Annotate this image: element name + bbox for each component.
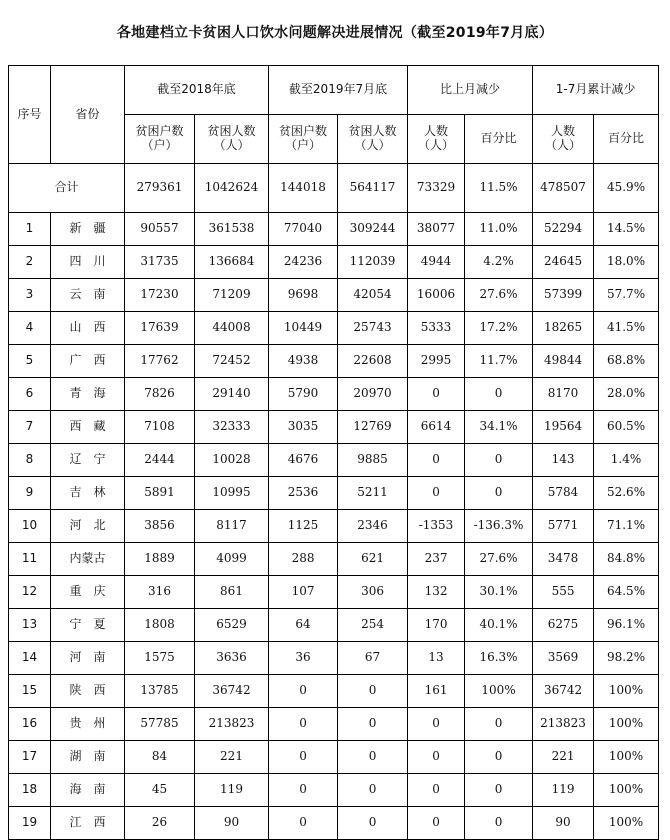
cell-h2019: 0: [269, 807, 338, 840]
header-group-2018: 截至2018年底: [125, 66, 269, 115]
cell-ytd-percent: 14.5%: [594, 213, 659, 246]
cell-h2019: 0: [269, 774, 338, 807]
cell-mom-count: -1353: [408, 510, 465, 543]
cell-mom-percent: 27.6%: [465, 543, 533, 576]
header-households-2019: 贫困户数 （户）: [269, 115, 338, 164]
cell-p2019: 67: [338, 642, 408, 675]
cell-p2019: 20970: [338, 378, 408, 411]
cell-seq: 6: [9, 378, 51, 411]
cell-province: 青海: [51, 378, 125, 411]
cell-h2018: 316: [125, 576, 195, 609]
cell-ytd-count: 6275: [533, 609, 594, 642]
cell-mom-percent: -136.3%: [465, 510, 533, 543]
cell-ytd-percent: 64.5%: [594, 576, 659, 609]
cell-p2018: 119: [195, 774, 269, 807]
cell-seq: 14: [9, 642, 51, 675]
cell-mom-percent: 4.2%: [465, 246, 533, 279]
cell-p2018: 136684: [195, 246, 269, 279]
cell-p2019: 0: [338, 708, 408, 741]
cell-h2018: 3856: [125, 510, 195, 543]
cell-seq: 4: [9, 312, 51, 345]
cell-mom-percent: 100%: [465, 675, 533, 708]
cell-mom-count: 0: [408, 774, 465, 807]
cell-province: 广西: [51, 345, 125, 378]
cell-ytd-count: 221: [533, 741, 594, 774]
cell-mom-percent: 30.1%: [465, 576, 533, 609]
cell-mom-count: 6614: [408, 411, 465, 444]
cell-ytd-percent: 60.5%: [594, 411, 659, 444]
cell-p2018: 3636: [195, 642, 269, 675]
cell-h2018: 31735: [125, 246, 195, 279]
cell-ytd-count: 24645: [533, 246, 594, 279]
cell-ytd-count: 3478: [533, 543, 594, 576]
cell-province: 吉林: [51, 477, 125, 510]
total-p2019: 564117: [338, 164, 408, 213]
cell-ytd-percent: 100%: [594, 708, 659, 741]
cell-province: 宁夏: [51, 609, 125, 642]
cell-p2018: 10995: [195, 477, 269, 510]
cell-ytd-percent: 1.4%: [594, 444, 659, 477]
cell-ytd-percent: 100%: [594, 741, 659, 774]
cell-ytd-percent: 84.8%: [594, 543, 659, 576]
total-label: 合计: [9, 164, 125, 213]
cell-ytd-count: 36742: [533, 675, 594, 708]
cell-mom-percent: 17.2%: [465, 312, 533, 345]
cell-seq: 19: [9, 807, 51, 840]
cell-ytd-count: 90: [533, 807, 594, 840]
cell-p2019: 0: [338, 675, 408, 708]
cell-seq: 16: [9, 708, 51, 741]
total-h2019: 144018: [269, 164, 338, 213]
cell-p2018: 32333: [195, 411, 269, 444]
cell-mom-percent: 40.1%: [465, 609, 533, 642]
cell-h2018: 17639: [125, 312, 195, 345]
cell-p2019: 621: [338, 543, 408, 576]
cell-h2019: 64: [269, 609, 338, 642]
cell-ytd-percent: 96.1%: [594, 609, 659, 642]
header-seq: 序号: [9, 66, 51, 164]
cell-mom-percent: 16.3%: [465, 642, 533, 675]
cell-mom-count: 132: [408, 576, 465, 609]
cell-p2018: 29140: [195, 378, 269, 411]
cell-ytd-percent: 28.0%: [594, 378, 659, 411]
cell-h2018: 45: [125, 774, 195, 807]
cell-mom-percent: 0: [465, 444, 533, 477]
cell-mom-count: 161: [408, 675, 465, 708]
cell-mom-count: 237: [408, 543, 465, 576]
header-mom-percent: 百分比: [465, 115, 533, 164]
cell-p2018: 8117: [195, 510, 269, 543]
total-mom-percent: 11.5%: [465, 164, 533, 213]
cell-h2018: 84: [125, 741, 195, 774]
cell-h2018: 2444: [125, 444, 195, 477]
cell-p2018: 44008: [195, 312, 269, 345]
cell-h2018: 1808: [125, 609, 195, 642]
cell-h2019: 107: [269, 576, 338, 609]
cell-ytd-count: 49844: [533, 345, 594, 378]
cell-h2019: 36: [269, 642, 338, 675]
cell-mom-count: 0: [408, 708, 465, 741]
table-row: [9, 312, 659, 345]
table-row: [9, 609, 659, 642]
header-people-2019: 贫困人数 （人）: [338, 115, 408, 164]
cell-p2018: 221: [195, 741, 269, 774]
cell-ytd-percent: 100%: [594, 675, 659, 708]
table-row: [9, 576, 659, 609]
page-title: 各地建档立卡贫困人口饮水问题解决进展情况（截至2019年7月底）: [116, 25, 554, 41]
cell-mom-count: 38077: [408, 213, 465, 246]
cell-province: 辽宁: [51, 444, 125, 477]
cell-mom-percent: 0: [465, 477, 533, 510]
cell-p2018: 213823: [195, 708, 269, 741]
cell-province: 西藏: [51, 411, 125, 444]
cell-mom-percent: 0: [465, 774, 533, 807]
cell-p2019: 22608: [338, 345, 408, 378]
cell-mom-count: 0: [408, 741, 465, 774]
cell-h2019: 0: [269, 708, 338, 741]
cell-ytd-count: 5771: [533, 510, 594, 543]
cell-ytd-percent: 98.2%: [594, 642, 659, 675]
cell-ytd-percent: 71.1%: [594, 510, 659, 543]
cell-p2019: 12769: [338, 411, 408, 444]
cell-mom-percent: 27.6%: [465, 279, 533, 312]
cell-h2019: 1125: [269, 510, 338, 543]
cell-h2018: 57785: [125, 708, 195, 741]
cell-mom-percent: 0: [465, 807, 533, 840]
cell-province: 江西: [51, 807, 125, 840]
table-row: [9, 741, 659, 774]
cell-seq: 18: [9, 774, 51, 807]
cell-seq: 12: [9, 576, 51, 609]
cell-p2019: 5211: [338, 477, 408, 510]
cell-h2018: 17762: [125, 345, 195, 378]
cell-h2018: 7108: [125, 411, 195, 444]
cell-h2019: 10449: [269, 312, 338, 345]
cell-mom-count: 2995: [408, 345, 465, 378]
total-mom-count: 73329: [408, 164, 465, 213]
cell-province: 内蒙古: [51, 543, 125, 576]
progress-table: [8, 65, 659, 840]
table-row: [9, 378, 659, 411]
header-households-2018: 贫困户数 （户）: [125, 115, 195, 164]
cell-seq: 1: [9, 213, 51, 246]
cell-mom-percent: 0: [465, 378, 533, 411]
cell-h2018: 1575: [125, 642, 195, 675]
cell-seq: 5: [9, 345, 51, 378]
cell-province: 海南: [51, 774, 125, 807]
cell-province: 新疆: [51, 213, 125, 246]
cell-mom-count: 5333: [408, 312, 465, 345]
cell-h2019: 0: [269, 675, 338, 708]
cell-province: 陕西: [51, 675, 125, 708]
cell-seq: 2: [9, 246, 51, 279]
cell-h2018: 5891: [125, 477, 195, 510]
cell-mom-count: 0: [408, 477, 465, 510]
cell-mom-count: 0: [408, 378, 465, 411]
header-group-2019-7: 截至2019年7月底: [269, 66, 408, 115]
cell-seq: 15: [9, 675, 51, 708]
total-ytd-percent: 45.9%: [594, 164, 659, 213]
header-mom-count: 人数 （人）: [408, 115, 465, 164]
header-ytd-count: 人数 （人）: [533, 115, 594, 164]
cell-h2018: 7826: [125, 378, 195, 411]
cell-mom-percent: 11.0%: [465, 213, 533, 246]
table-row: [9, 543, 659, 576]
cell-h2018: 17230: [125, 279, 195, 312]
cell-h2019: 77040: [269, 213, 338, 246]
cell-province: 重庆: [51, 576, 125, 609]
table-row: [9, 774, 659, 807]
cell-ytd-count: 5784: [533, 477, 594, 510]
cell-mom-count: 0: [408, 444, 465, 477]
cell-h2018: 90557: [125, 213, 195, 246]
cell-p2018: 4099: [195, 543, 269, 576]
cell-p2019: 0: [338, 774, 408, 807]
header-ytd-percent: 百分比: [594, 115, 659, 164]
cell-ytd-count: 19564: [533, 411, 594, 444]
total-row: [9, 164, 659, 213]
cell-ytd-count: 143: [533, 444, 594, 477]
cell-ytd-count: 119: [533, 774, 594, 807]
table-row: [9, 477, 659, 510]
cell-mom-count: 170: [408, 609, 465, 642]
header-province: 省份: [51, 66, 125, 164]
cell-mom-count: 16006: [408, 279, 465, 312]
cell-ytd-count: 3569: [533, 642, 594, 675]
cell-p2019: 254: [338, 609, 408, 642]
cell-p2019: 2346: [338, 510, 408, 543]
cell-h2018: 26: [125, 807, 195, 840]
total-h2018: 279361: [125, 164, 195, 213]
cell-seq: 11: [9, 543, 51, 576]
table-row: [9, 708, 659, 741]
cell-seq: 9: [9, 477, 51, 510]
cell-h2019: 0: [269, 741, 338, 774]
cell-p2019: 25743: [338, 312, 408, 345]
cell-ytd-percent: 52.6%: [594, 477, 659, 510]
cell-p2019: 42054: [338, 279, 408, 312]
cell-p2018: 10028: [195, 444, 269, 477]
cell-seq: 7: [9, 411, 51, 444]
table-row: [9, 642, 659, 675]
table-row: [9, 675, 659, 708]
table-row: [9, 345, 659, 378]
cell-p2019: 309244: [338, 213, 408, 246]
total-ytd-count: 478507: [533, 164, 594, 213]
table-row: [9, 411, 659, 444]
cell-p2019: 0: [338, 807, 408, 840]
cell-mom-count: 4944: [408, 246, 465, 279]
cell-ytd-count: 8170: [533, 378, 594, 411]
cell-h2019: 4938: [269, 345, 338, 378]
cell-ytd-percent: 100%: [594, 807, 659, 840]
cell-h2019: 24236: [269, 246, 338, 279]
cell-ytd-percent: 68.8%: [594, 345, 659, 378]
cell-seq: 3: [9, 279, 51, 312]
cell-ytd-count: 555: [533, 576, 594, 609]
total-p2018: 1042624: [195, 164, 269, 213]
cell-h2019: 5790: [269, 378, 338, 411]
table-row: [9, 510, 659, 543]
cell-p2018: 36742: [195, 675, 269, 708]
cell-p2018: 361538: [195, 213, 269, 246]
cell-h2019: 4676: [269, 444, 338, 477]
table-row: [9, 444, 659, 477]
cell-ytd-count: 57399: [533, 279, 594, 312]
cell-h2018: 1889: [125, 543, 195, 576]
cell-h2018: 13785: [125, 675, 195, 708]
cell-mom-percent: 0: [465, 708, 533, 741]
cell-mom-count: 0: [408, 807, 465, 840]
cell-province: 湖南: [51, 741, 125, 774]
cell-mom-percent: 11.7%: [465, 345, 533, 378]
header-group-mom: 比上月减少: [408, 66, 533, 115]
cell-p2018: 71209: [195, 279, 269, 312]
cell-seq: 13: [9, 609, 51, 642]
cell-p2019: 0: [338, 741, 408, 774]
cell-h2019: 9698: [269, 279, 338, 312]
cell-mom-percent: 0: [465, 741, 533, 774]
table-row: [9, 279, 659, 312]
cell-province: 河南: [51, 642, 125, 675]
cell-p2019: 112039: [338, 246, 408, 279]
table-row: [9, 807, 659, 840]
cell-province: 山西: [51, 312, 125, 345]
cell-p2019: 9885: [338, 444, 408, 477]
cell-mom-percent: 34.1%: [465, 411, 533, 444]
header-row-groups: [9, 66, 659, 115]
cell-p2019: 306: [338, 576, 408, 609]
table-row: [9, 213, 659, 246]
cell-ytd-percent: 57.7%: [594, 279, 659, 312]
cell-mom-count: 13: [408, 642, 465, 675]
cell-province: 云南: [51, 279, 125, 312]
cell-seq: 8: [9, 444, 51, 477]
cell-ytd-percent: 41.5%: [594, 312, 659, 345]
cell-h2019: 288: [269, 543, 338, 576]
cell-ytd-percent: 100%: [594, 774, 659, 807]
cell-ytd-count: 18265: [533, 312, 594, 345]
table-row: [9, 246, 659, 279]
cell-p2018: 90: [195, 807, 269, 840]
header-people-2018: 贫困人数 （人）: [195, 115, 269, 164]
cell-seq: 10: [9, 510, 51, 543]
header-group-ytd: 1-7月累计减少: [533, 66, 659, 115]
cell-h2019: 2536: [269, 477, 338, 510]
cell-seq: 17: [9, 741, 51, 774]
cell-p2018: 6529: [195, 609, 269, 642]
cell-province: 河北: [51, 510, 125, 543]
cell-ytd-count: 52294: [533, 213, 594, 246]
cell-p2018: 861: [195, 576, 269, 609]
cell-p2018: 72452: [195, 345, 269, 378]
cell-ytd-percent: 18.0%: [594, 246, 659, 279]
cell-ytd-count: 213823: [533, 708, 594, 741]
cell-province: 四川: [51, 246, 125, 279]
cell-h2019: 3035: [269, 411, 338, 444]
cell-province: 贵州: [51, 708, 125, 741]
